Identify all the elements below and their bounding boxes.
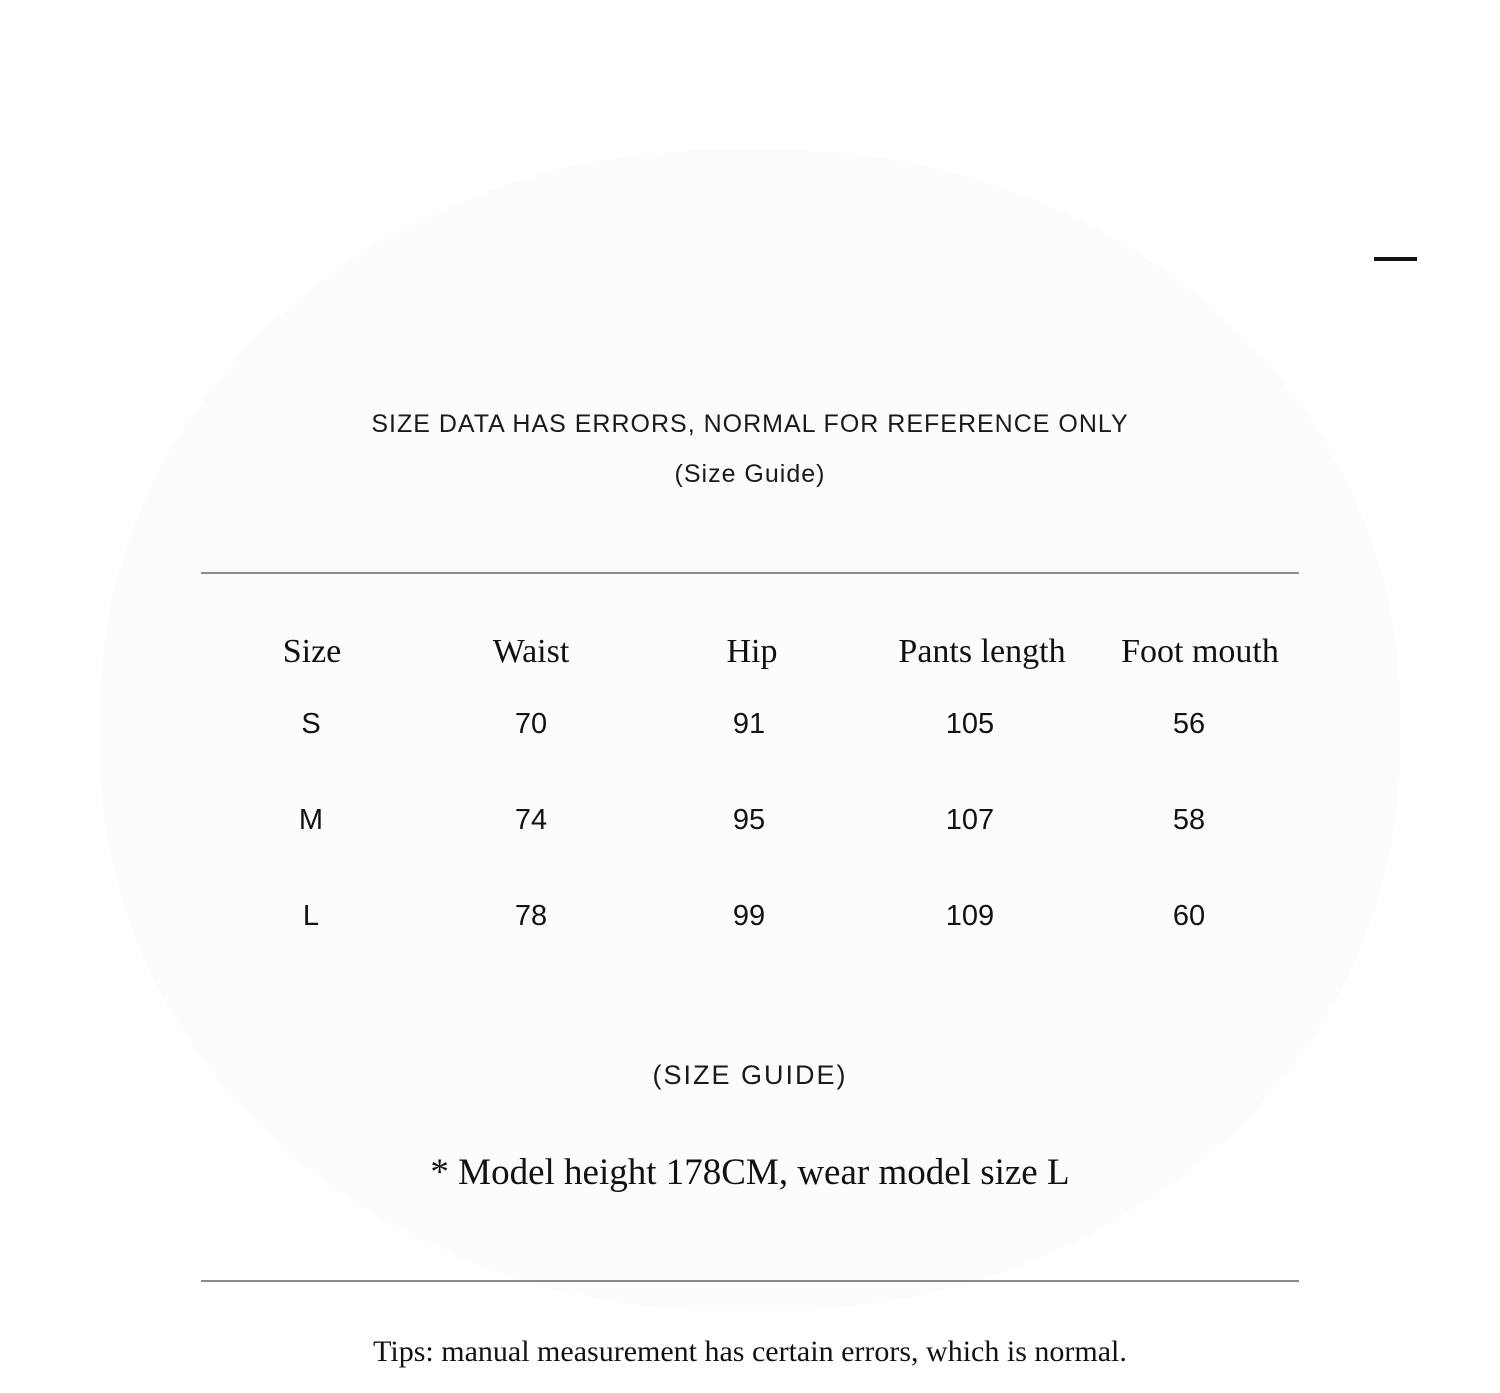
table-cell: 95 — [732, 804, 766, 836]
column-header-hip: Hip — [726, 633, 778, 670]
size-guide-label: (SIZE GUIDE) — [652, 1060, 848, 1090]
table-cell: S — [301, 708, 321, 740]
measurement-tips: Tips: manual measurement has certain errors, which is normal. — [373, 1335, 1127, 1368]
column-header-size: Size — [282, 633, 342, 670]
table-cell: 107 — [945, 804, 995, 836]
size-guide-subtitle: (Size Guide) — [674, 460, 826, 488]
table-cell: 74 — [514, 804, 548, 836]
table-cell: 70 — [514, 708, 548, 740]
table-cell: 99 — [732, 900, 766, 932]
table-cell: L — [302, 900, 320, 932]
column-header-waist: Waist — [492, 633, 570, 670]
table-cell: 78 — [514, 900, 548, 932]
model-height-note: * Model height 178CM, wear model size L — [430, 1152, 1070, 1193]
table-cell: 91 — [732, 708, 766, 740]
table-cell: 109 — [945, 900, 995, 932]
column-header-foot-mouth: Foot mouth — [1121, 633, 1279, 670]
minus-icon — [1374, 257, 1417, 261]
top-divider — [201, 572, 1299, 574]
column-header-pants-length: Pants length — [898, 633, 1066, 670]
table-cell: 56 — [1172, 708, 1206, 740]
table-cell: 60 — [1172, 900, 1206, 932]
table-cell: 58 — [1172, 804, 1206, 836]
bottom-divider — [201, 1280, 1299, 1282]
table-cell: 105 — [945, 708, 995, 740]
table-cell: M — [298, 804, 324, 836]
size-notice: SIZE DATA HAS ERRORS, NORMAL FOR REFERENCE ONLY — [371, 410, 1129, 438]
